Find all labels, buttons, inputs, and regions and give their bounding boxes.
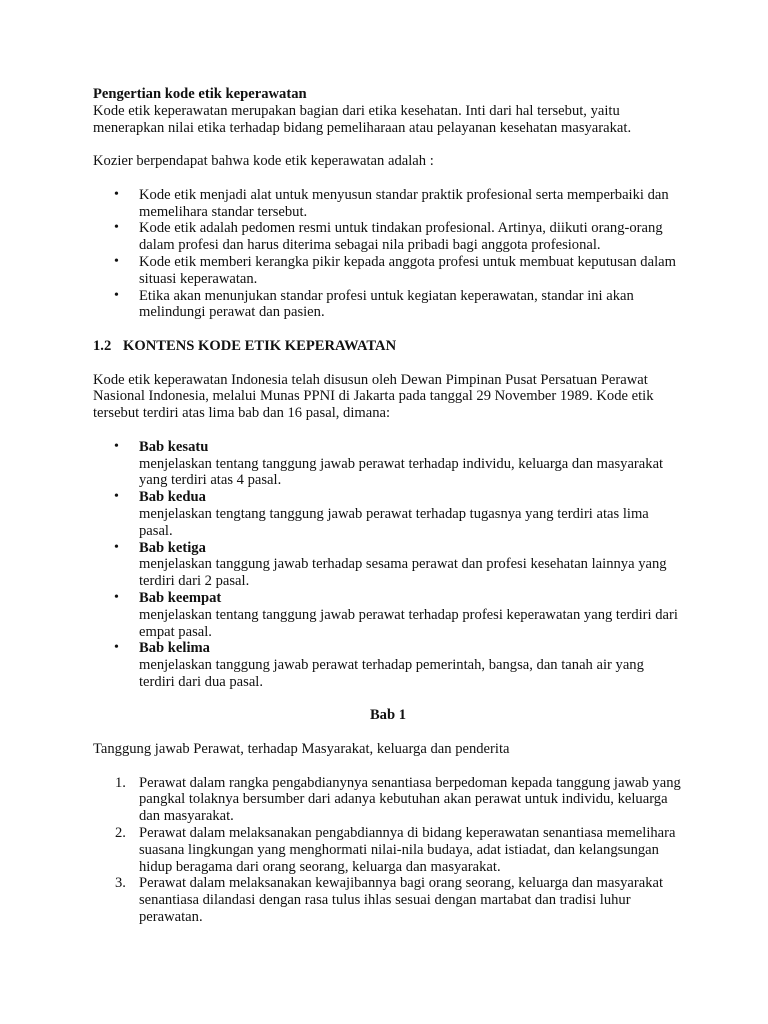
bab1-list [93,775,683,926]
section-number: 1.2 [93,337,112,354]
bab-item [93,590,683,640]
item-number: 1. [115,774,126,791]
item-number: 3. [115,875,126,892]
list-item: • Kode etik memberi kerangka pikir kepada anggota profesi untuk membuat keputusan dalam situasi keperawatan. [93,254,683,288]
bab-item [93,439,683,489]
bab-title: • Bab kelima [139,640,210,657]
page-heading: Pengertian kode etik keperawatan [93,86,307,102]
bab1-heading: Bab 1 [369,707,407,724]
kontens-intro: Kode etik keperawatan Indonesia telah disusun oleh Dewan Pimpinan Pusat Persatuan Perawat Nasional Indonesia, melalui Munas PPNI di Jakarta pada tanggal 29 November 1989. Kode etik tersebut terdiri atas lima bab dan 16 pasal, dimana: [93,371,654,422]
bab-item [93,640,683,690]
bab-list [93,439,683,691]
list-item: • Kode etik adalah pedomen resmi untuk tindakan profesional. Artinya, diikuti orang-orang dalam profesi dan harus diterima sebagai nila pribadi bagi anggota profesional. [93,220,683,254]
bab1-subtitle: Tanggung jawab Perawat, terhadap Masyarakat, keluarga dan penderita [93,741,510,758]
bab-title: • Bab kedua [139,489,206,506]
numbered-item [93,775,683,825]
bab-title: • Bab keempat [139,589,222,606]
section-title [93,338,683,355]
bab-desc: menjelaskan tengtang tanggung jawab perawat terhadap tugasnya yang terdiri atas lima pasal. [139,505,649,539]
bab-title: • Bab kesatu [139,438,209,455]
document-page [93,86,683,926]
bab-desc: menjelaskan tanggung jawab terhadap sesama perawat dan profesi kesehatan lainnya yang terdiri dari 2 pasal. [139,556,667,590]
bab-desc: menjelaskan tentang tanggung jawab perawat terhadap profesi keperawatan yang terdiri dari empat pasal. [139,606,678,640]
numbered-item [93,875,683,925]
item-text: Perawat dalam melaksanakan pengabdiannya di bidang keperawatan senantiasa memelihara suasana lingkungan yang menghormati nilai-nila budaya, adat istiadat, dan kelangsungan hidup beragama dari orang seorang, keluarga dan masyarakat. [139,825,676,875]
item-text: Perawat dalam rangka pengabdianynya senantiasa berpedoman kepada tanggung jawab yang pangkal tolaknya bersumber dari adanya kebutuhan akan perawat untuk individu, keluarga dan masyarakat. [139,774,681,825]
bab-item [93,489,683,539]
bab-title: • Bab ketiga [139,539,206,556]
kozier-list [93,187,683,321]
section-title-text: KONTENS KODE ETIK KEPERAWATAN [123,337,397,354]
kozier-intro: Kozier berpendapat bahwa kode etik keperawatan adalah : [93,153,434,170]
bab-desc: menjelaskan tentang tanggung jawab perawat terhadap individu, keluarga dan masyarakat yang terdiri atas 4 pasal. [139,455,664,489]
bab-item [93,540,683,590]
numbered-item [93,825,683,875]
bab-desc: menjelaskan tanggung jawab perawat terhadap pemerintah, bangsa, dan tanah air yang terdiri dari dua pasal. [139,657,644,690]
intro-paragraph: Kode etik keperawatan merupakan bagian dari etika kesehatan. Inti dari hal tersebut, yaitu menerapkan nilai etika terhadap bidang pemeliharaan atau pelayanan kesehatan masyarakat. [93,102,632,136]
item-text: Perawat dalam melaksanakan kewajibannya bagi orang seorang, keluarga dan masyarakat senantiasa dilandasi dengan rasa tulus ihlas sesuai dengan martabat dan tradisi luhur perawatan. [139,875,664,926]
list-item: • Etika akan menunjukan standar profesi untuk kegiatan keperawatan, standar ini akan melindungi perawat dan pasien. [93,288,683,322]
list-item: • Kode etik menjadi alat untuk menyusun standar praktik profesional serta memperbaiki dan memelihara standar tersebut. [93,187,683,221]
item-number: 2. [115,825,126,842]
